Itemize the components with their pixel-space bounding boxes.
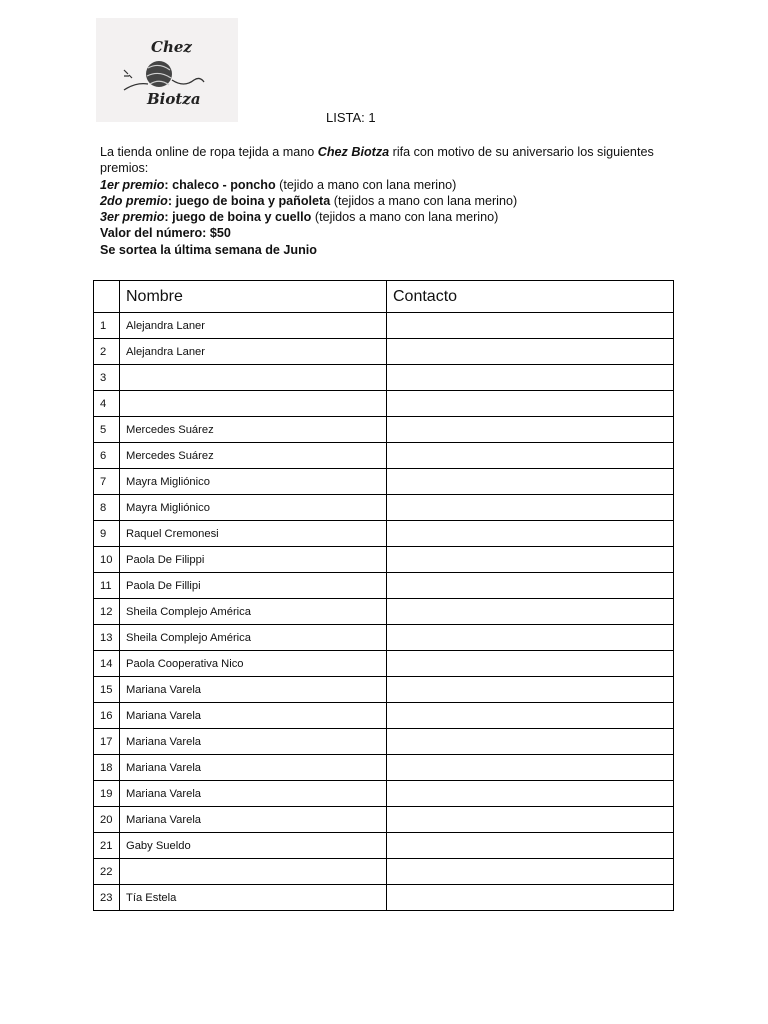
brand-logo — [96, 18, 238, 122]
ticket-number-cell: 6 — [94, 443, 120, 469]
name-cell: Paola Cooperativa Nico — [120, 651, 387, 677]
logo-text-line1: Chez — [151, 38, 192, 56]
table-row — [94, 495, 674, 521]
ticket-number-cell: 14 — [94, 651, 120, 677]
prize-item: 3er premio: juego de boina y cuello (tejidos a mano con lana merino) — [100, 210, 499, 225]
name-cell: Mariana Varela — [120, 703, 387, 729]
name-cell: Sheila Complejo América — [120, 599, 387, 625]
name-column-header: Nombre — [120, 281, 387, 313]
table-row — [94, 859, 674, 885]
number-column-header — [94, 281, 120, 313]
ticket-number-cell: 11 — [94, 573, 120, 599]
table-row — [94, 521, 674, 547]
contact-cell — [387, 651, 674, 677]
ticket-number-cell: 18 — [94, 755, 120, 781]
prize-item: 2do premio: juego de boina y pañoleta (tejidos a mano con lana merino) — [100, 193, 518, 208]
contact-cell — [387, 703, 674, 729]
name-cell: Paola De Filippi — [120, 547, 387, 573]
list-title: LISTA: 1 — [326, 110, 376, 125]
table-row — [94, 625, 674, 651]
contact-cell — [387, 625, 674, 651]
contact-cell — [387, 833, 674, 859]
name-cell: Mercedes Suárez — [120, 443, 387, 469]
table-row — [94, 469, 674, 495]
contact-cell — [387, 807, 674, 833]
name-cell: Mariana Varela — [120, 677, 387, 703]
contact-cell — [387, 755, 674, 781]
table-row — [94, 677, 674, 703]
ticket-number-cell: 17 — [94, 729, 120, 755]
ticket-number-cell: 22 — [94, 859, 120, 885]
contact-cell — [387, 495, 674, 521]
contact-cell — [387, 547, 674, 573]
contact-column-header: Contacto — [387, 281, 674, 313]
contact-cell — [387, 339, 674, 365]
raffle-table — [93, 280, 674, 911]
intro-text-start: La tienda online de ropa tejida a mano — [100, 145, 318, 159]
name-cell: Gaby Sueldo — [120, 833, 387, 859]
table-row — [94, 599, 674, 625]
draw-date: Se sortea la última semana de Junio — [100, 242, 317, 257]
ticket-number-cell: 7 — [94, 469, 120, 495]
yarn-ball-icon — [96, 18, 238, 122]
contact-cell — [387, 469, 674, 495]
name-cell — [120, 365, 387, 391]
ticket-number-cell: 15 — [94, 677, 120, 703]
table-row — [94, 807, 674, 833]
ticket-number-cell: 21 — [94, 833, 120, 859]
ticket-number-cell: 13 — [94, 625, 120, 651]
table-row — [94, 573, 674, 599]
table-row — [94, 365, 674, 391]
ticket-number-cell: 1 — [94, 313, 120, 339]
ticket-number-cell: 8 — [94, 495, 120, 521]
logo-text-line2: Biotza — [147, 90, 201, 108]
name-cell: Paola De Fillipi — [120, 573, 387, 599]
contact-cell — [387, 573, 674, 599]
prize-list — [94, 177, 684, 226]
ticket-number-cell: 9 — [94, 521, 120, 547]
contact-cell — [387, 859, 674, 885]
table-row — [94, 547, 674, 573]
ticket-number-cell: 2 — [94, 339, 120, 365]
intro-text-end: rifa con motivo de su aniversario los siguientes premios: — [100, 145, 654, 176]
ticket-number-cell: 16 — [94, 703, 120, 729]
name-cell: Mayra Migliónico — [120, 469, 387, 495]
name-cell: Mariana Varela — [120, 781, 387, 807]
name-cell: Raquel Cremonesi — [120, 521, 387, 547]
table-row — [94, 443, 674, 469]
table-row — [94, 885, 674, 911]
contact-cell — [387, 885, 674, 911]
raffle-intro — [94, 144, 684, 258]
name-cell: Mayra Migliónico — [120, 495, 387, 521]
contact-cell — [387, 729, 674, 755]
table-row — [94, 313, 674, 339]
name-cell: Mariana Varela — [120, 755, 387, 781]
ticket-number-cell: 10 — [94, 547, 120, 573]
contact-cell — [387, 677, 674, 703]
contact-cell — [387, 365, 674, 391]
contact-cell — [387, 417, 674, 443]
ticket-number-cell: 3 — [94, 365, 120, 391]
name-cell — [120, 391, 387, 417]
name-cell: Mariana Varela — [120, 807, 387, 833]
contact-cell — [387, 313, 674, 339]
prize-item: 1er premio: chaleco - poncho (tejido a mano con lana merino) — [100, 177, 457, 192]
ticket-number-cell: 19 — [94, 781, 120, 807]
contact-cell — [387, 443, 674, 469]
name-cell: Mercedes Suárez — [120, 417, 387, 443]
name-cell: Alejandra Laner — [120, 313, 387, 339]
contact-cell — [387, 599, 674, 625]
name-cell — [120, 859, 387, 885]
table-row — [94, 833, 674, 859]
ticket-number-cell: 12 — [94, 599, 120, 625]
table-row — [94, 729, 674, 755]
table-row — [94, 417, 674, 443]
table-row — [94, 781, 674, 807]
ticket-number-cell: 20 — [94, 807, 120, 833]
name-cell: Sheila Complejo América — [120, 625, 387, 651]
brand-name: Chez Biotza — [317, 145, 390, 159]
table-row — [94, 755, 674, 781]
contact-cell — [387, 521, 674, 547]
table-row — [94, 651, 674, 677]
name-cell: Tía Estela — [120, 885, 387, 911]
table-header-row — [94, 281, 674, 313]
ticket-number-cell: 4 — [94, 391, 120, 417]
name-cell: Alejandra Laner — [120, 339, 387, 365]
ticket-number-cell: 5 — [94, 417, 120, 443]
ticket-number-cell: 23 — [94, 885, 120, 911]
table-row — [94, 703, 674, 729]
name-cell: Mariana Varela — [120, 729, 387, 755]
intro-paragraph — [94, 144, 684, 177]
table-row — [94, 339, 674, 365]
contact-cell — [387, 391, 674, 417]
table-row — [94, 391, 674, 417]
contact-cell — [387, 781, 674, 807]
ticket-price: Valor del número: $50 — [100, 226, 231, 241]
